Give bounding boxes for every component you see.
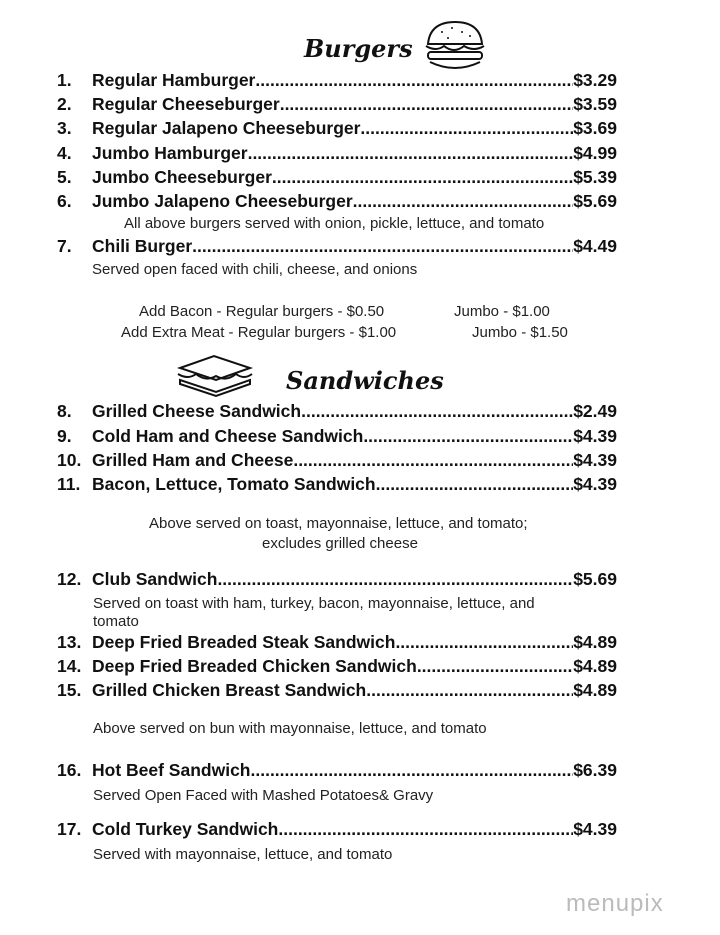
menu-item <box>57 632 617 656</box>
menu-item <box>57 450 617 474</box>
burger-icon <box>422 18 488 72</box>
item-price: $2.49 <box>573 401 617 421</box>
item-name: Regular Hamburger <box>92 70 256 90</box>
item-name: Bacon, Lettuce, Tomato Sandwich <box>92 474 376 494</box>
item-name: Jumbo Cheeseburger <box>92 167 272 187</box>
item-name: Chili Burger <box>92 236 193 256</box>
item-name: Grilled Cheese Sandwich <box>92 401 302 421</box>
item-price: $4.89 <box>573 632 617 652</box>
item-price: $3.29 <box>573 70 617 90</box>
club-note-line1: Served on toast with ham, turkey, bacon, mayonnaise, lettuce, and <box>93 595 535 612</box>
menu-item <box>57 70 617 94</box>
item-price: $3.69 <box>573 118 617 138</box>
menu-item <box>57 167 617 191</box>
addon-meat-jumbo: Jumbo - $1.50 <box>472 324 568 341</box>
menu-item <box>57 143 617 167</box>
menu-item <box>57 656 617 680</box>
item-name: Regular Jalapeno Cheeseburger <box>92 118 361 138</box>
menu-item <box>57 236 617 260</box>
menu-item <box>57 426 617 450</box>
item-name: Jumbo Jalapeno Cheeseburger <box>92 191 353 211</box>
burgers-note: All above burgers served with onion, pickle, lettuce, and tomato <box>124 215 545 232</box>
sandwiches-heading: Sandwiches <box>286 366 444 395</box>
item-name: Regular Cheeseburger <box>92 94 280 114</box>
item-number: 3. <box>57 118 72 138</box>
menu-item <box>57 474 617 498</box>
item-number: 2. <box>57 94 72 114</box>
sandwich-icon <box>174 352 256 398</box>
item-number: 1. <box>57 70 72 90</box>
item-number: 9. <box>57 426 72 446</box>
menu-item <box>57 760 617 784</box>
addon-meat-regular: Add Extra Meat - Regular burgers - $1.00 <box>121 324 397 341</box>
item-name: Jumbo Hamburger <box>92 143 248 163</box>
item-number: 10. <box>57 450 82 470</box>
item-price: $5.69 <box>573 569 617 589</box>
menupix-watermark: menupix <box>566 890 664 917</box>
addon-bacon-jumbo: Jumbo - $1.00 <box>454 303 550 320</box>
item-name: Cold Ham and Cheese Sandwich <box>92 426 364 446</box>
item-price: $3.59 <box>573 94 617 114</box>
item-name: Hot Beef Sandwich <box>92 760 251 780</box>
addon-bacon-regular: Add Bacon - Regular burgers - $0.50 <box>139 303 385 320</box>
item-price: $4.49 <box>573 236 617 256</box>
item-number: 17. <box>57 819 82 839</box>
item-number: 11. <box>57 474 81 494</box>
toast-note-line2: excludes grilled cheese <box>262 535 418 552</box>
item-price: $4.39 <box>573 450 617 470</box>
item-price: $4.39 <box>573 474 617 494</box>
menu-item <box>57 680 617 704</box>
item-number: 14. <box>57 656 82 676</box>
item-price: $6.39 <box>573 760 617 780</box>
turkey-note: Served with mayonnaise, lettuce, and tomato <box>93 846 393 863</box>
item-number: 6. <box>57 191 72 211</box>
item-price: $5.39 <box>573 167 617 187</box>
item-price: $4.39 <box>573 426 617 446</box>
menu-item <box>57 94 617 118</box>
item-price: $4.99 <box>573 143 617 163</box>
toast-note-line1: Above served on toast, mayonnaise, lettuce, and tomato; <box>149 515 528 532</box>
menu-item <box>57 819 617 843</box>
item-number: 12. <box>57 569 82 589</box>
item-name: Grilled Chicken Breast Sandwich <box>92 680 367 700</box>
item-name: Cold Turkey Sandwich <box>92 819 279 839</box>
item-number: 15. <box>57 680 82 700</box>
item-name: Deep Fried Breaded Steak Sandwich <box>92 632 396 652</box>
item-name: Deep Fried Breaded Chicken Sandwich <box>92 656 417 676</box>
item-number: 8. <box>57 401 72 421</box>
burgers-heading: Burgers <box>304 34 413 63</box>
club-note-line2: tomato <box>93 613 139 630</box>
hot-beef-note: Served Open Faced with Mashed Potatoes& Gravy <box>93 787 434 804</box>
chili-note: Served open faced with chili, cheese, and onions <box>92 261 418 278</box>
item-number: 4. <box>57 143 72 163</box>
bun-note: Above served on bun with mayonnaise, lettuce, and tomato <box>93 720 487 737</box>
menu-item <box>57 569 617 593</box>
item-number: 13. <box>57 632 82 652</box>
item-number: 7. <box>57 236 72 256</box>
item-name: Club Sandwich <box>92 569 218 589</box>
item-number: 16. <box>57 760 82 780</box>
item-price: $4.39 <box>573 819 617 839</box>
item-price: $5.69 <box>573 191 617 211</box>
menu-item <box>57 191 617 215</box>
item-price: $4.89 <box>573 656 617 676</box>
item-number: 5. <box>57 167 72 187</box>
item-name: Grilled Ham and Cheese <box>92 450 294 470</box>
menu-item <box>57 401 617 425</box>
item-price: $4.89 <box>573 680 617 700</box>
menu-item <box>57 118 617 142</box>
